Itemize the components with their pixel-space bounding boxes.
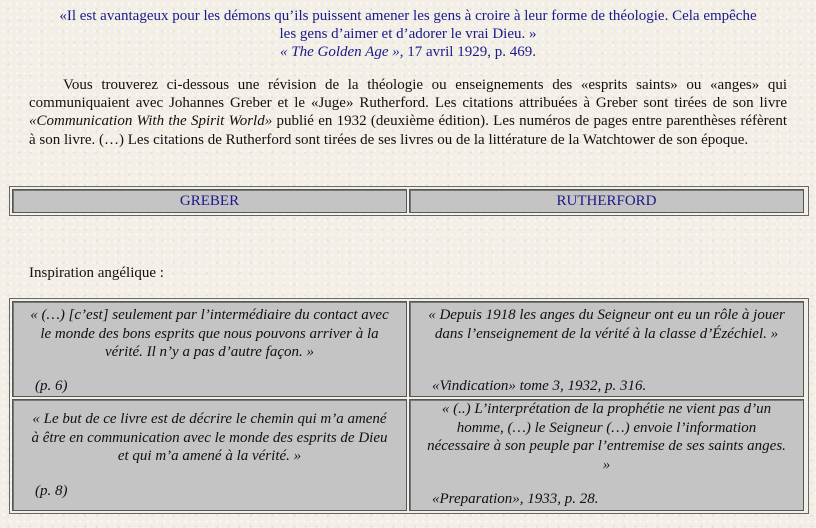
greber-cell-1: [12, 301, 407, 397]
epigraph-text-2: les gens d’aimer et d’adorer le vrai Dieu. »: [279, 26, 537, 42]
greber-quote-1: « (…) [c’est] seulement par l’intermédiaire du contact avec le monde des bons esprits que nous pouvons arriver à la vérité. Il n’y a pas d’autre façon. »: [30, 307, 389, 360]
greber-ref-2: (p. 8): [35, 483, 68, 499]
rutherford-cell-2: [409, 399, 804, 511]
column-header-rutherford: RUTHERFORD: [409, 189, 804, 213]
intro-text-1: Vous trouverez ci-dessous une révision de la théologie ou enseignements des «esprits saints» ou «anges» qui communiquaient avec Johannes Greber et le «Juge» Rutherford. Les citations attribuées à Greber sont tirées de son livre: [29, 77, 787, 112]
column-header-table: [9, 186, 809, 216]
rutherford-quote-1: « Depuis 1918 les anges du Seigneur ont eu un rôle à jouer dans l’enseignement de la vérité à la classe d’Ézéchiel. »: [428, 307, 785, 342]
greber-cell-2: [12, 399, 407, 511]
greber-quote-2: « Le but de ce livre est de décrire le chemin qui m’a amené à être en communication avec le monde des esprits de Dieu et qui m’a amené à la vérité. »: [31, 411, 388, 464]
rutherford-ref-2: «Preparation», 1933, p. 28.: [432, 491, 599, 507]
intro-text-2: publié en 1932 (deuxième édition). Les numéros de pages entre parenthèses réfèrent à son livre. (…) Les citations de Rutherford sont tirées de ses livres ou de la littérature de la Watchtower de son époque.: [29, 113, 787, 148]
epigraph-source-details: , 17 avril 1929, p. 469.: [399, 44, 536, 60]
epigraph-text-1: «Il est avantageux pour les démons qu’ils puissent amener les gens à croire à leur forme de théologie. Cela empêche: [59, 8, 757, 24]
greber-ref-1: (p. 6): [35, 378, 68, 394]
comparison-table: [9, 298, 809, 514]
rutherford-quote-2: « (..) L’interprétation de la prophétie ne vient pas d’un homme, (…) le Seigneur (…) envoie l’information nécessaire à son peuple par l’entremise de ses saints anges. »: [427, 401, 786, 473]
rutherford-cell-1: [409, 301, 804, 397]
epigraph: [30, 7, 786, 61]
section-label: Inspiration angélique :: [29, 265, 164, 281]
epigraph-source-title: « The Golden Age »: [280, 44, 400, 60]
intro-book-title: «Communication With the Spirit World»: [29, 113, 273, 130]
column-header-greber: GREBER: [12, 189, 407, 213]
rutherford-ref-1: «Vindication» tome 3, 1932, p. 316.: [432, 378, 647, 394]
intro-paragraph: [29, 76, 787, 149]
